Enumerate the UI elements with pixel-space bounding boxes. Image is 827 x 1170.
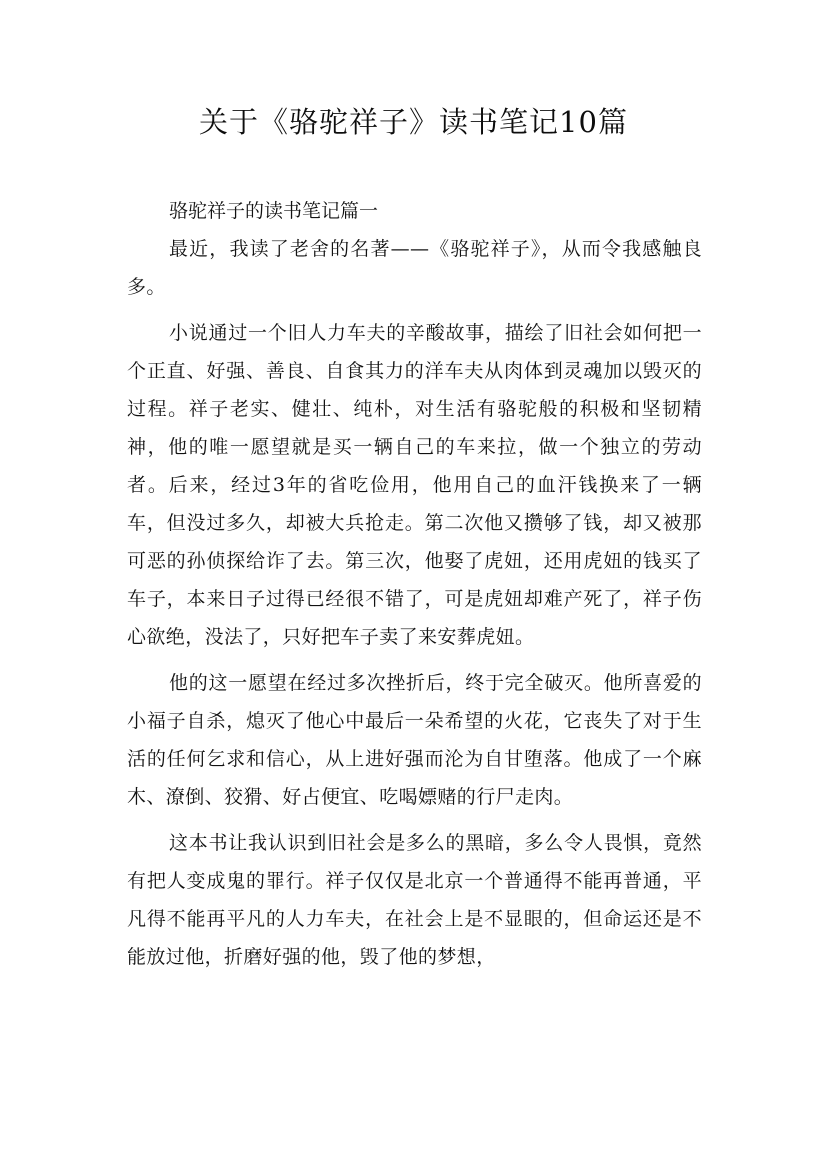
paragraph-2: 小说通过一个旧人力车夫的辛酸故事，描绘了旧社会如何把一个正直、好强、善良、自食其力的洋车夫从肉体到灵魂加以毁灭的过程。祥子老实、健壮、纯朴，对生活有骆驼般的积极和坚韧精神，他的唯一愿望就是买一辆自己的车来拉，做一个独立的劳动者。后来，经过3年的省吃俭用，他用自己的血汗钱换来了一辆车，但没过多久，却被大兵抢走。第二次他又攒够了钱，却又被那可恶的孙侦探给诈了去。第三次，他娶了虎妞，还用虎妞的钱买了车子，本来日子过得已经很不错了，可是虎妞却难产死了，祥子伤心欲绝，没法了，只好把车子卖了来安葬虎妞。 xyxy=(127,322,702,648)
paragraph-1: 最近，我读了老舍的名著——《骆驼祥子》，从而令我感触良多。 xyxy=(127,238,702,298)
document-body xyxy=(127,192,702,976)
document-title: 关于《骆驼祥子》读书笔记10篇 xyxy=(199,105,628,139)
paragraph-3: 他的这一愿望在经过多次挫折后，终于完全破灭。他所喜爱的小福子自杀，熄灭了他心中最后一朵希望的火花，它丧失了对于生活的任何乞求和信心，从上进好强而沦为自甘堕落。他成了一个麻木、潦倒、狡猾、好占便宜、吃喝嫖赌的行尸走肉。 xyxy=(127,672,702,808)
section-heading: 骆驼祥子的读书笔记篇一 xyxy=(169,200,379,222)
paragraph-4: 这本书让我认识到旧社会是多么的黑暗，多么令人畏惧，竟然有把人变成鬼的罪行。祥子仅仅是北京一个普通得不能再普通，平凡得不能再平凡的人力车夫，在社会上是不显眼的，但命运还是不能放过他，折磨好强的他，毁了他的梦想， xyxy=(127,832,702,968)
